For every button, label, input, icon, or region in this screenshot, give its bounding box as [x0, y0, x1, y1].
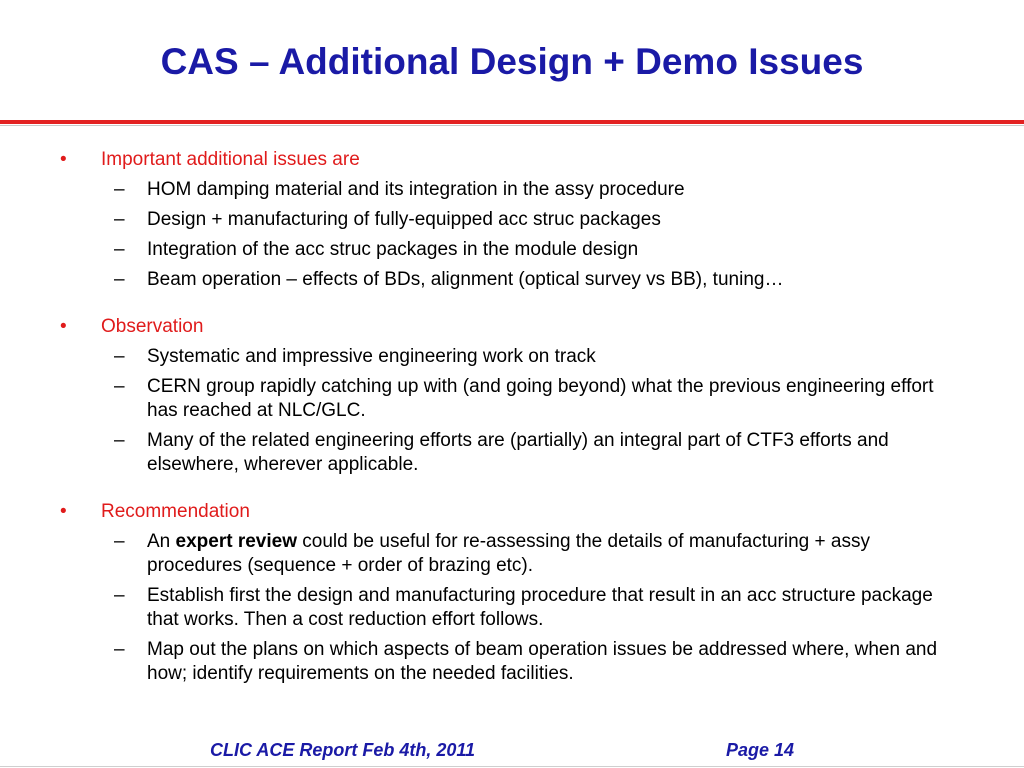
slide-body	[0, 147, 1024, 708]
list-item-text: Beam operation – effects of BDs, alignment (optical survey vs BB), tuning…	[147, 269, 784, 290]
section-recommendation	[0, 499, 1024, 686]
list-item	[0, 345, 1024, 369]
list-item-text: Integration of the acc struc packages in the module design	[147, 239, 639, 260]
list-item	[0, 638, 1024, 686]
list-item	[0, 584, 1024, 632]
section-heading-row	[0, 314, 1024, 339]
section-observation	[0, 314, 1024, 477]
section-heading: Recommendation	[101, 501, 250, 522]
list-item-text: Design + manufacturing of fully-equipped acc struc packages	[147, 209, 661, 230]
bullet-icon: •	[60, 149, 67, 170]
list-item-text-prefix: An	[147, 531, 176, 552]
dash-icon: –	[114, 376, 125, 397]
bullet-icon: •	[60, 316, 67, 337]
list-item	[0, 429, 1024, 477]
slide-title: CAS – Additional Design + Demo Issues	[160, 41, 864, 82]
dash-icon: –	[114, 269, 125, 290]
section-heading: Important additional issues are	[101, 149, 360, 170]
list-item	[0, 178, 1024, 202]
section-heading-row	[0, 147, 1024, 172]
title-underline-grey	[0, 125, 1024, 126]
list-item-text: Map out the plans on which aspects of beam operation issues be addressed where, when and how; identify requirements on the needed facilities.	[147, 639, 938, 684]
dash-icon: –	[114, 346, 125, 367]
list-item-text-bold: expert review	[175, 531, 297, 552]
section-heading: Observation	[101, 316, 204, 337]
footer-report-label: CLIC ACE Report Feb 4th, 2011	[210, 740, 476, 760]
list-item-text: Establish first the design and manufacturing procedure that result in an acc structure package that works. Then a cost reduction effort follows.	[147, 585, 933, 630]
section-important-issues	[0, 147, 1024, 292]
dash-icon: –	[114, 531, 125, 552]
list-item	[0, 208, 1024, 232]
dash-icon: –	[114, 239, 125, 260]
section-heading-row	[0, 499, 1024, 524]
list-item-text: Systematic and impressive engineering work on track	[147, 346, 596, 367]
list-item	[0, 375, 1024, 423]
footer-page-number: Page 14	[726, 740, 795, 760]
dash-icon: –	[114, 639, 125, 660]
dash-icon: –	[114, 179, 125, 200]
list-item-text: HOM damping material and its integration in the assy procedure	[147, 179, 685, 200]
list-item-text-suffix: could be useful for re-assessing the details of manufacturing + assy procedures (sequence + order of brazing etc).	[147, 531, 870, 576]
list-item	[0, 268, 1024, 292]
title-underline-red	[0, 120, 1024, 124]
list-item	[0, 238, 1024, 262]
dash-icon: –	[114, 209, 125, 230]
list-item	[0, 530, 1024, 578]
list-item-text: Many of the related engineering efforts are (partially) an integral part of CTF3 efforts and elsewhere, wherever applicable.	[147, 430, 889, 475]
dash-icon: –	[114, 430, 125, 451]
bullet-icon: •	[60, 501, 67, 522]
list-item-text: CERN group rapidly catching up with (and going beyond) what the previous engineering effort has reached at NLC/GLC.	[147, 376, 934, 421]
dash-icon: –	[114, 585, 125, 606]
footer-divider	[0, 766, 1024, 767]
